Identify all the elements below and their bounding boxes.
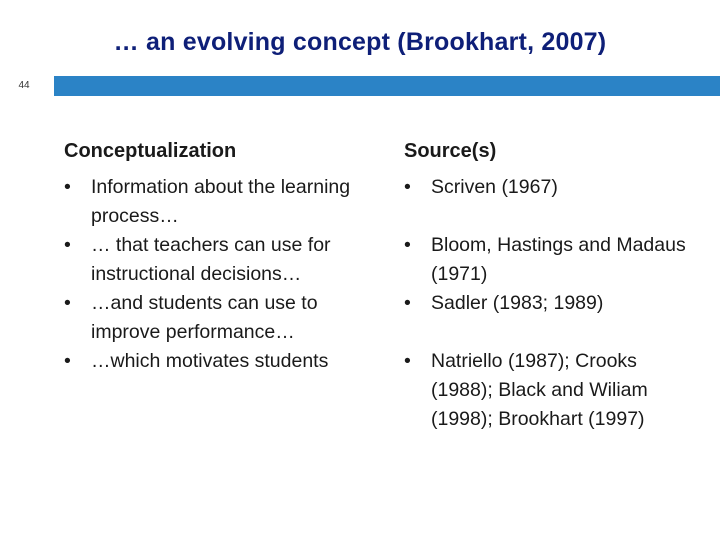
list-item	[404, 231, 704, 289]
list-item	[404, 173, 704, 202]
bullet-icon: •	[404, 292, 411, 314]
list-item-text: Scriven (1967)	[431, 176, 558, 198]
conceptualization-header: Conceptualization	[64, 140, 237, 162]
bullet-icon: •	[64, 234, 71, 256]
list-item-text: …which motivates students	[91, 350, 329, 372]
list-item	[64, 173, 384, 231]
list-item-text: Sadler (1983; 1989)	[431, 292, 604, 314]
list-item	[404, 289, 704, 318]
list-item	[404, 347, 704, 434]
bullet-icon: •	[404, 176, 411, 198]
slide-number: 44	[0, 76, 48, 96]
bullet-icon: •	[64, 350, 71, 372]
bullet-icon: •	[64, 292, 71, 314]
list-item	[64, 347, 384, 376]
list-item-text: Information about the learning process…	[91, 176, 351, 227]
bullet-icon: •	[404, 234, 411, 256]
list-item-text: …and students can use to improve performance…	[91, 292, 318, 343]
bullet-icon: •	[404, 350, 411, 372]
header-bar	[54, 76, 720, 96]
conceptualization-list	[64, 173, 384, 376]
sources-column	[404, 140, 704, 434]
sources-list	[404, 173, 704, 434]
list-item-text: Natriello (1987); Crooks (1988); Black and Wiliam (1998); Brookhart (1997)	[431, 350, 648, 430]
list-item	[64, 289, 384, 347]
list-item-text: Bloom, Hastings and Madaus (1971)	[431, 234, 686, 285]
slide-title: … an evolving concept (Brookhart, 2007)	[113, 28, 607, 56]
list-item-text: … that teachers can use for instructional decisions…	[91, 234, 331, 285]
list-item	[64, 231, 384, 289]
conceptualization-column	[64, 140, 384, 376]
sources-header: Source(s)	[404, 140, 497, 162]
bullet-icon: •	[64, 176, 71, 198]
